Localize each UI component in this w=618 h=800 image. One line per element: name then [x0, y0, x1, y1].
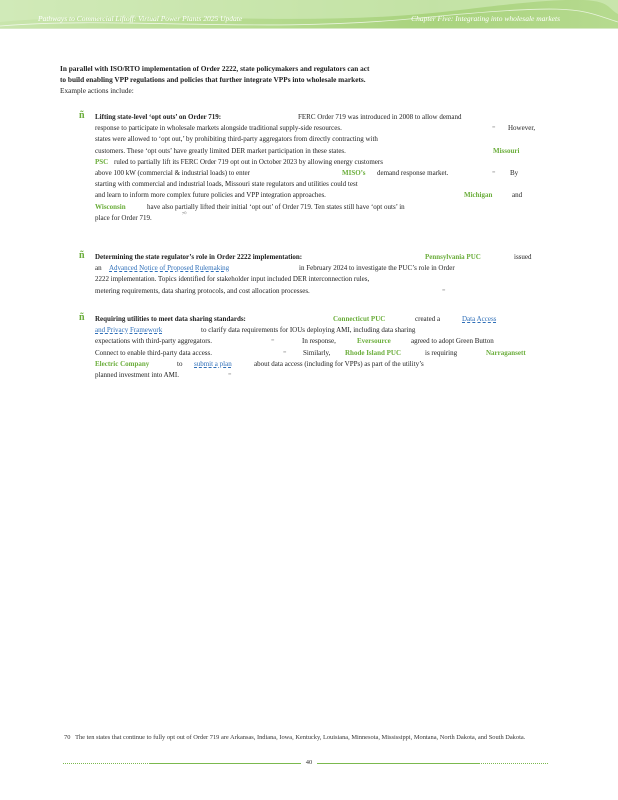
- item-title: Determining the state regulator’s role in Order 2222 implementation:: [95, 253, 303, 261]
- entity-michigan: Michigan: [464, 191, 493, 200]
- bullet-icon: ñ: [79, 110, 85, 121]
- item-title: Lifting state-level ‘opt outs’ on Order 719:: [95, 113, 222, 121]
- action-item-data-sharing: [95, 314, 540, 381]
- entity-pennsylvania-puc: Pennsylvania PUC: [425, 253, 481, 261]
- item-text: planned investment into AMI.: [95, 370, 179, 379]
- item-text: about data access (including for VPPs) as part of the utility’s: [254, 359, 424, 368]
- footnote-marker[interactable]: ⁷⁰: [182, 211, 187, 218]
- item-text: agreed to adopt Green Button: [411, 337, 494, 346]
- entity-rhode-island-puc: Rhode Island PUC: [345, 348, 402, 357]
- footnote-number: 70: [64, 734, 71, 741]
- item-text: and: [512, 191, 523, 200]
- entity-narragansett: Electric Company: [95, 359, 150, 368]
- item-title: Requiring utilities to meet data sharing standards:: [95, 315, 246, 323]
- item-text: demand response market.: [377, 168, 449, 177]
- entity-wisconsin: Wisconsin: [95, 202, 126, 211]
- footnote-text: The ten states that continue to fully opt out of Order 719 are Arkansas, Indiana, Iowa, Kentucky, Louisiana, Minnesota, Mississippi, Montana, North Dakota, and South Dakota.: [75, 734, 526, 741]
- entity-connecticut-puc: Connecticut PUC: [333, 315, 386, 323]
- footnote: [64, 733, 544, 743]
- item-text: to: [177, 359, 183, 368]
- item-text: above 100 kW (commercial & industrial loads) to enter: [95, 168, 250, 177]
- item-text: 2222 implementation. Topics identified for stakeholder input included DER interconnection rules,: [95, 275, 370, 284]
- item-text: customers. These ‘opt outs’ have greatly limited DER market participation in these states.: [95, 146, 346, 155]
- intro-line-3: Example actions include:: [60, 86, 134, 95]
- item-text: to clarify data requirements for IOUs deploying AMI, including data sharing: [201, 326, 416, 335]
- link-anopr[interactable]: Advanced Notice of Proposed Rulemaking: [109, 264, 230, 273]
- link-privacy-framework[interactable]: and Privacy Framework: [95, 326, 163, 335]
- item-text: Similarly,: [303, 348, 331, 357]
- item-text: In response,: [302, 337, 336, 346]
- entity-narragansett: Narragansett: [486, 348, 526, 357]
- item-text: Connect to enable third-party data access.: [95, 348, 213, 357]
- header-band: [0, 0, 618, 28]
- item-text: issued: [514, 253, 532, 261]
- header-chapter-title: Chapter Five: Integrating into wholesale markets: [411, 14, 560, 23]
- footnote-marker: =: [271, 338, 275, 345]
- action-item-opt-outs: [95, 112, 540, 224]
- item-text: is requiring: [425, 348, 458, 357]
- item-text: FERC Order 719 was introduced in 2008 to allow demand: [298, 113, 462, 121]
- footnote-marker: =: [228, 371, 232, 378]
- bullet-icon: ñ: [79, 312, 85, 323]
- item-text: and learn to inform more complex future policies and VPP integration approaches.: [95, 191, 326, 200]
- item-text: However,: [508, 124, 536, 133]
- item-text: place for Order 719.: [95, 213, 152, 222]
- item-text: have also partially lifted their initial ‘opt out’ of Order 719. Ten states still have ‘opt outs’ in: [147, 202, 405, 211]
- item-text: an: [95, 264, 102, 273]
- link-submit-a-plan[interactable]: submit a plan: [194, 359, 232, 368]
- header-rule: [0, 28, 618, 29]
- item-text: states were allowed to ‘opt out,’ by prohibiting third-party aggregators from directly contracting with: [95, 135, 378, 144]
- link-data-access[interactable]: Data Access: [462, 315, 497, 323]
- entity-missouri-psc: Missouri: [493, 146, 520, 155]
- item-text: By: [510, 168, 519, 177]
- action-item-order-2222: [95, 252, 540, 297]
- item-text: ruled to partially lift its FERC Order 719 opt out in October 2023 by allowing energy customers: [114, 157, 383, 166]
- item-text: expectations with third-party aggregators.: [95, 337, 213, 346]
- entity-miso: MISO’s: [342, 168, 366, 177]
- entity-missouri-psc: PSC: [95, 157, 109, 166]
- bullet-icon: ñ: [79, 250, 85, 261]
- item-text: created a: [415, 315, 441, 323]
- intro-bold-line-2: to build enabling VPP regulations and policies that further integrate VPPs into wholesale markets.: [60, 75, 366, 84]
- header-report-title: Pathways to Commercial Liftoff: Virtual Power Plants 2025 Update: [38, 14, 243, 23]
- footnote-marker: =: [442, 287, 446, 294]
- intro-paragraph: [60, 63, 530, 96]
- item-text: starting with commercial and industrial loads, Missouri state regulators and utilities could test: [95, 180, 358, 189]
- entity-eversource: Eversource: [357, 337, 391, 346]
- item-text: metering requirements, data sharing protocols, and cost allocation processes.: [95, 286, 310, 295]
- intro-bold-line-1: In parallel with ISO/RTO implementation of Order 2222, state policymakers and regulators can act: [60, 64, 370, 73]
- item-text: response to participate in wholesale markets alongside traditional supply-side resources.: [95, 124, 342, 133]
- footnote-marker: =: [283, 349, 287, 356]
- footnote-marker: =: [492, 125, 496, 132]
- footnote-marker: =: [492, 169, 496, 176]
- page-number: 40: [301, 759, 317, 766]
- item-text: in February 2024 to investigate the PUC’s role in Order: [299, 264, 455, 273]
